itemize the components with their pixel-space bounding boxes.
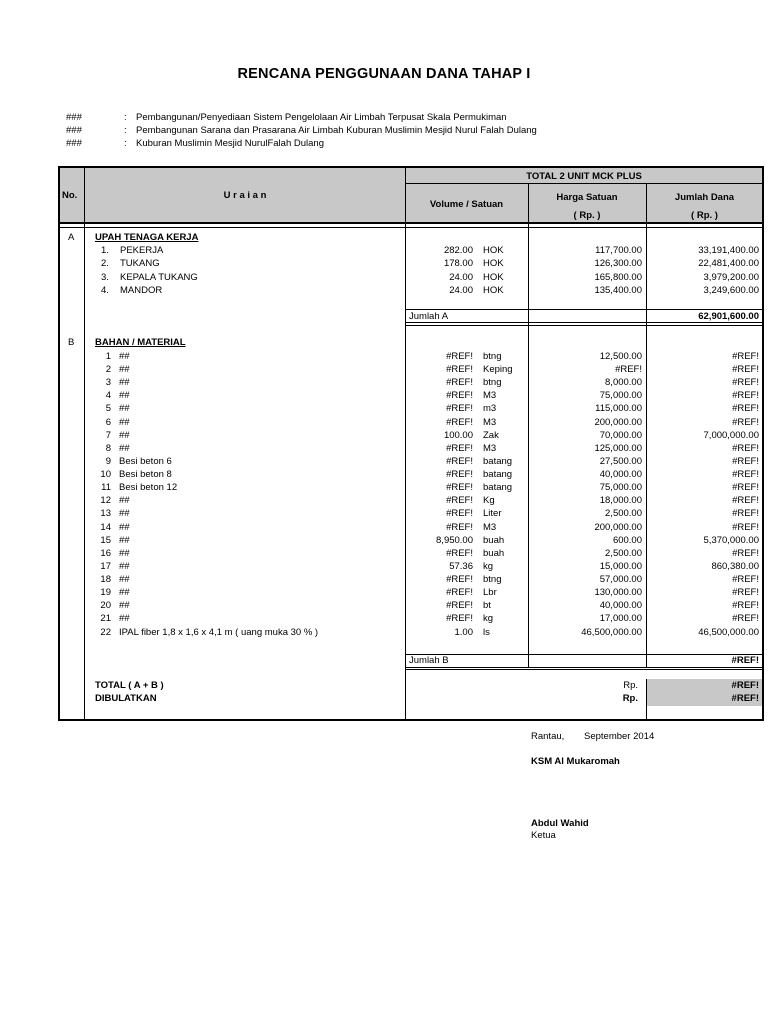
signature-role: Ketua <box>531 830 556 841</box>
header-jumlah-unit: ( Rp. ) <box>691 210 718 221</box>
info-code: ### <box>66 125 82 136</box>
row-unit: M3 <box>483 442 497 454</box>
row-total: #REF! <box>732 547 759 559</box>
row-unit: buah <box>483 547 505 559</box>
row-unit: M3 <box>483 416 497 428</box>
row-price: 200,000.00 <box>594 521 642 533</box>
header-jumlah: Jumlah Dana <box>674 192 735 203</box>
row-unit: kg <box>483 560 494 572</box>
row-description: ## <box>119 600 130 612</box>
row-no: 8 <box>105 442 111 454</box>
row-no: 14 <box>100 521 111 533</box>
row-volume: 57.36 <box>449 560 473 572</box>
header-harga-unit: ( Rp. ) <box>573 210 601 221</box>
row-no: 10 <box>100 469 111 481</box>
row-total: #REF! <box>732 521 759 533</box>
row-total: 33,191,400.00 <box>698 245 759 256</box>
row-volume: #REF! <box>446 600 473 612</box>
row-price: 125,000.00 <box>594 442 642 454</box>
row-price: 15,000.00 <box>599 560 642 572</box>
row-no: 2. <box>101 258 109 270</box>
row-unit: buah <box>483 534 505 546</box>
row-description: ## <box>119 587 130 599</box>
row-unit: bt <box>483 600 491 612</box>
row-total: #REF! <box>732 364 759 376</box>
row-volume: #REF! <box>446 351 473 362</box>
row-volume: #REF! <box>446 547 473 559</box>
row-no: 4. <box>101 284 109 296</box>
signature-name: Abdul Wahid <box>531 818 589 829</box>
row-unit: Lbr <box>483 587 497 599</box>
row-volume: 100.00 <box>443 429 473 441</box>
row-price: 2,500.00 <box>605 547 642 559</box>
row-description: KEPALA TUKANG <box>120 271 198 283</box>
row-no: 5 <box>105 403 111 415</box>
row-no: 11 <box>101 482 111 494</box>
row-no: 2 <box>105 364 111 376</box>
row-no: 3 <box>105 377 111 389</box>
row-volume: #REF! <box>446 364 473 376</box>
row-volume: 282.00 <box>443 245 473 256</box>
row-unit: batang <box>483 455 513 467</box>
page-title: RENCANA PENGGUNAAN DANA TAHAP I <box>237 66 531 82</box>
row-description: ## <box>119 429 130 441</box>
jumlah-b-value: #REF! <box>731 655 759 666</box>
row-no: 16 <box>100 547 111 559</box>
row-total: 7,000,000.00 <box>703 429 759 441</box>
row-no: 21 <box>100 613 111 625</box>
info-row <box>0 125 768 137</box>
row-total: #REF! <box>732 613 759 625</box>
row-price: 27,500.00 <box>599 455 642 467</box>
row-description: TUKANG <box>120 258 160 270</box>
info-separator: : <box>124 112 127 123</box>
row-unit: M3 <box>483 521 497 533</box>
row-unit: Kg <box>483 495 495 507</box>
row-no: 3. <box>101 271 109 283</box>
row-unit: kg <box>483 613 494 625</box>
row-no: 12 <box>100 495 111 507</box>
info-code: ### <box>66 112 82 123</box>
row-unit: Keping <box>483 364 513 376</box>
row-total: 860,380.00 <box>711 560 759 572</box>
row-volume: #REF! <box>446 416 473 428</box>
row-no: 22 <box>100 626 111 638</box>
row-volume: #REF! <box>446 495 473 507</box>
row-unit: Zak <box>483 429 499 441</box>
info-code: ### <box>66 138 82 149</box>
header-no: No. <box>62 190 78 201</box>
row-volume: #REF! <box>446 455 473 467</box>
row-price: 40,000.00 <box>599 469 642 481</box>
row-description: ## <box>119 534 130 546</box>
row-volume: #REF! <box>446 390 473 402</box>
row-total: #REF! <box>732 377 759 389</box>
row-price: 75,000.00 <box>599 390 642 402</box>
row-volume: 24.00 <box>449 284 473 296</box>
row-unit: HOK <box>483 271 504 283</box>
jumlah-a-label: Jumlah A <box>409 311 449 322</box>
row-price: 40,000.00 <box>599 600 642 612</box>
row-volume: 1.00 <box>454 626 473 638</box>
row-unit: btng <box>483 377 502 389</box>
row-description: ## <box>119 364 130 376</box>
total-value: #REF! <box>731 680 759 691</box>
row-volume: 178.00 <box>443 258 473 270</box>
row-volume: #REF! <box>446 508 473 520</box>
row-unit: HOK <box>483 284 504 296</box>
row-unit: M3 <box>483 390 497 402</box>
row-no: 1. <box>101 245 109 256</box>
row-unit: btng <box>483 574 502 586</box>
row-price: 2,500.00 <box>605 508 642 520</box>
section-b-title: BAHAN / MATERIAL <box>95 337 186 348</box>
row-price: 200,000.00 <box>594 416 642 428</box>
row-price: 46,500,000.00 <box>581 626 642 638</box>
info-row <box>0 112 768 124</box>
row-total: #REF! <box>732 508 759 520</box>
header-harga: Harga Satuan <box>556 192 618 203</box>
rounded-label: DIBULATKAN <box>95 693 157 704</box>
row-no: 6 <box>105 416 111 428</box>
info-text: Pembangunan Sarana dan Prasarana Air Limbah Kuburan Muslimin Mesjid Nurul Falah Dulang <box>136 125 537 136</box>
row-description: Besi beton 8 <box>119 469 172 481</box>
row-unit: Liter <box>483 508 502 520</box>
row-total: #REF! <box>732 455 759 467</box>
total-label: TOTAL ( A + B ) <box>95 680 164 691</box>
row-price: 8,000.00 <box>605 377 642 389</box>
row-total: #REF! <box>732 495 759 507</box>
jumlah-b-label: Jumlah B <box>409 655 449 666</box>
row-total: 3,249,600.00 <box>703 284 759 296</box>
row-total: 22,481,400.00 <box>698 258 759 270</box>
row-description: ## <box>119 508 130 520</box>
row-volume: #REF! <box>446 469 473 481</box>
row-unit: HOK <box>483 245 504 256</box>
rounded-currency: Rp. <box>622 693 638 704</box>
header-group: TOTAL 2 UNIT MCK PLUS <box>526 171 642 182</box>
row-total: #REF! <box>732 587 759 599</box>
row-unit: m3 <box>483 403 497 415</box>
row-no: 17 <box>100 560 111 572</box>
rounded-value: #REF! <box>731 693 759 704</box>
signature-date: September 2014 <box>584 731 655 742</box>
row-description: ## <box>119 547 130 559</box>
row-volume: 24.00 <box>449 271 473 283</box>
row-description: PEKERJA <box>120 245 164 256</box>
row-price: 17,000.00 <box>599 613 642 625</box>
row-total: #REF! <box>732 416 759 428</box>
section-a-title: UPAH TENAGA KERJA <box>95 232 199 243</box>
row-price: 600.00 <box>612 534 642 546</box>
row-total: #REF! <box>732 403 759 415</box>
row-volume: #REF! <box>446 521 473 533</box>
row-no: 13 <box>100 508 111 520</box>
section-b-letter: B <box>68 337 75 348</box>
row-price: 115,000.00 <box>595 403 642 415</box>
row-total: 46,500,000.00 <box>698 626 759 638</box>
info-separator: : <box>124 125 127 136</box>
info-text: Kuburan Muslimin Mesjid NurulFalah Dulang <box>136 138 324 149</box>
row-description: ## <box>119 351 130 362</box>
row-price: 165,800.00 <box>594 271 642 283</box>
section-a-letter: A <box>68 232 75 243</box>
row-total: #REF! <box>732 351 759 362</box>
row-no: 1 <box>105 351 111 362</box>
row-no: 4 <box>105 390 111 402</box>
row-price: 12,500.00 <box>599 351 642 362</box>
row-unit: btng <box>483 351 502 362</box>
row-price: 117,700.00 <box>595 245 642 256</box>
row-total: 3,979,200.00 <box>703 271 759 283</box>
row-total: #REF! <box>732 574 759 586</box>
row-total: #REF! <box>732 442 759 454</box>
row-volume: #REF! <box>446 442 473 454</box>
row-description: ## <box>119 521 130 533</box>
row-unit: batang <box>483 469 513 481</box>
row-description: ## <box>119 442 130 454</box>
info-separator: : <box>124 138 127 149</box>
row-price: 135,400.00 <box>594 284 642 296</box>
row-description: ## <box>119 416 130 428</box>
row-description: MANDOR <box>120 284 163 296</box>
row-volume: #REF! <box>446 613 473 625</box>
row-total: 5,370,000.00 <box>703 534 759 546</box>
row-unit: ls <box>483 626 490 638</box>
row-description: IPAL fiber 1,8 x 1,6 x 4,1 m ( uang muka 30 % ) <box>119 626 319 638</box>
signature-org: KSM Al Mukaromah <box>531 756 620 767</box>
row-total: #REF! <box>732 390 759 402</box>
row-description: ## <box>119 390 130 402</box>
info-text: Pembangunan/Penyediaan Sistem Pengelolaan Air Limbah Terpusat Skala Permukiman <box>136 112 507 123</box>
row-description: ## <box>119 377 130 389</box>
row-no: 19 <box>100 587 111 599</box>
row-no: 15 <box>100 534 111 546</box>
jumlah-a-value: 62,901,600.00 <box>698 311 759 322</box>
row-description: Besi beton 12 <box>119 482 178 494</box>
row-volume: #REF! <box>446 377 473 389</box>
row-volume: #REF! <box>446 403 473 415</box>
row-price: 18,000.00 <box>599 495 642 507</box>
row-unit: HOK <box>483 258 504 270</box>
header-uraian: U r a i a n <box>223 190 267 201</box>
row-volume: #REF! <box>446 587 473 599</box>
row-description: ## <box>119 574 130 586</box>
row-price: 70,000.00 <box>599 429 642 441</box>
row-no: 20 <box>100 600 111 612</box>
row-description: ## <box>119 613 130 625</box>
row-total: #REF! <box>732 469 759 481</box>
row-price: 126,300.00 <box>594 258 642 270</box>
row-volume: #REF! <box>446 574 473 586</box>
row-description: ## <box>119 495 130 507</box>
row-total: #REF! <box>732 482 759 494</box>
total-currency: Rp. <box>623 680 638 691</box>
row-no: 9 <box>105 455 111 467</box>
row-no: 18 <box>100 574 111 586</box>
row-description: ## <box>119 403 130 415</box>
signature-place: Rantau, <box>531 731 565 742</box>
row-volume: #REF! <box>446 482 473 494</box>
row-description: Besi beton 6 <box>119 455 172 467</box>
row-price: 57,000.00 <box>599 574 642 586</box>
row-price: #REF! <box>615 364 642 376</box>
row-total: #REF! <box>732 600 759 612</box>
row-description: ## <box>119 560 130 572</box>
row-no: 7 <box>105 429 111 441</box>
info-row <box>0 138 768 150</box>
row-price: 130,000.00 <box>594 587 642 599</box>
row-unit: batang <box>483 482 513 494</box>
row-price: 75,000.00 <box>599 482 642 494</box>
row-volume: 8,950.00 <box>436 534 473 546</box>
header-volume: Volume / Satuan <box>429 199 504 210</box>
